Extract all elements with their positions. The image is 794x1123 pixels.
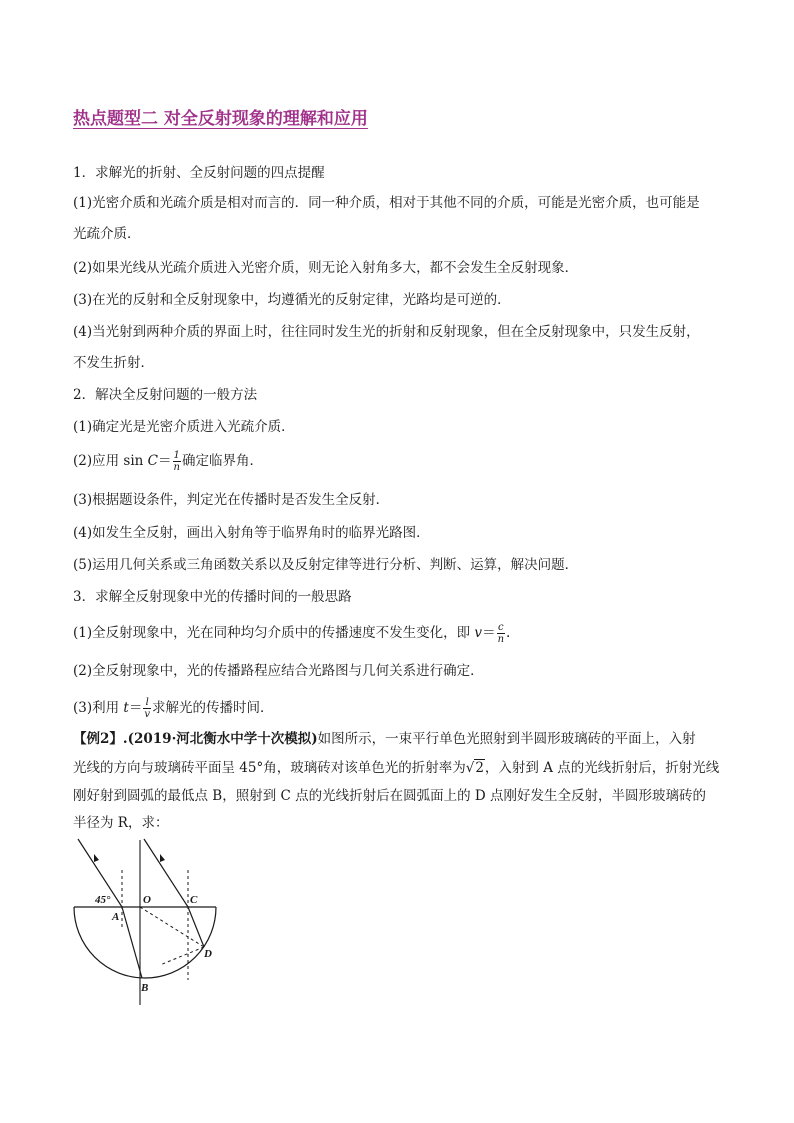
- section1-p4-line1: (4)当光射到两种介质的界面上时，往往同时发生光的折射和反射现象，但在全反射现象中，只发生反射，: [73, 324, 700, 340]
- section1-p1-line2: 光疏介质．: [73, 226, 141, 242]
- fraction-numerator: c: [497, 622, 504, 633]
- sqrt-radicand: 2: [475, 760, 484, 776]
- optics-figure: [70, 835, 230, 1015]
- equals-sign: ＝: [158, 453, 172, 469]
- equals-sign: ＝: [128, 700, 143, 716]
- fraction-denominator: n: [497, 634, 505, 645]
- section3-p1-post: .: [506, 625, 511, 641]
- fraction-l-over-v: [143, 697, 151, 720]
- section2-p2: [73, 450, 263, 473]
- label-point-B: B: [141, 982, 149, 994]
- label-angle-45: 45°: [95, 894, 111, 906]
- semicircle-arc: [74, 907, 216, 978]
- section3-p3-post: 求解光的传播时间．: [152, 700, 274, 716]
- fraction-denominator: n: [173, 462, 180, 473]
- equals-sign: ＝: [482, 625, 496, 641]
- section1-heading: 1．求解光的折射、全反射问题的四点提醒: [73, 165, 325, 181]
- label-point-A: A: [112, 911, 120, 923]
- example-source: .(2019·河北衡水中学十次模拟): [122, 731, 318, 747]
- speed-var: v: [474, 625, 483, 641]
- section2-p3: (3)根据题设条件，判定光在传播时是否发生全反射．: [73, 492, 390, 508]
- arrow-icon: [160, 854, 165, 862]
- radius-O-D: [140, 907, 204, 947]
- example-line2-post: ，入射到 A 点的光线折射后，折射光线: [484, 760, 720, 776]
- label-point-O: O: [143, 894, 151, 906]
- example-text-line1: 如图所示，一束平行单色光照射到半圆形玻璃砖的平面上，入射: [317, 731, 696, 747]
- critical-angle-var: C: [147, 453, 158, 469]
- section1-p4-line2: 不发生折射．: [73, 355, 154, 371]
- example-line4: 半径为 R，求：: [73, 815, 169, 831]
- refracted-ray-C-D: [188, 907, 204, 947]
- label-point-C: C: [190, 894, 198, 906]
- fraction-numerator: 1: [173, 450, 180, 461]
- section2-heading: 2．解决全反射问题的一般方法: [73, 387, 258, 403]
- section-title: 热点题型二 对全反射现象的理解和应用: [73, 109, 368, 129]
- example-line2: [73, 758, 719, 778]
- refracted-ray-A-B: [122, 907, 142, 978]
- section1-p3: (3)在光的反射和全反射现象中，均遵循光的反射定律，光路均是可逆的．: [73, 292, 511, 308]
- fraction-numerator: l: [143, 697, 151, 709]
- section2-p2-pre: (2)应用 sin: [73, 453, 148, 469]
- section1-p1-line1: (1)光密介质和光疏介质是相对而言的．同一种介质，相对于其他不同的介质，可能是光密介质，也可能是: [73, 195, 700, 211]
- fraction-1-over-n: [173, 450, 181, 473]
- arrow-icon: [94, 854, 99, 862]
- label-point-D: D: [204, 948, 212, 960]
- sqrt-2: √2: [465, 760, 484, 776]
- example-label: 【例2】: [73, 731, 123, 747]
- section1-p2: (2)如果光线从光疏介质进入光密介质，则无论入射角多大，都不会发生全反射现象．: [73, 260, 579, 276]
- reflected-ray-D: [160, 947, 204, 965]
- section3-heading: 3．求解全反射现象中光的传播时间的一般思路: [73, 589, 352, 605]
- example-line3: 刚好射到圆弧的最低点 B，照射到 C 点的光线折射后在圆弧面上的 D 点刚好发生全反射，半圆形玻璃砖的: [73, 788, 707, 804]
- section2-p5: (5)运用几何关系或三角函数关系以及反射定律等进行分析、判断、运算，解决问题．: [73, 557, 579, 573]
- example-line2-pre: 光线的方向与玻璃砖平面呈 45°角，玻璃砖对该单色光的折射率为: [73, 760, 466, 776]
- section3-p1: [73, 622, 510, 645]
- fraction-c-over-n: [497, 622, 505, 645]
- section3-p1-pre: (1)全反射现象中，光在同种均匀介质中的传播速度不发生变化，即: [73, 625, 475, 641]
- section2-p2-post: 确定临界角．: [181, 453, 263, 469]
- section3-p3: [73, 697, 274, 720]
- example-line1: [73, 729, 696, 749]
- section2-p1: (1)确定光是光密介质进入光疏介质．: [73, 419, 295, 435]
- time-var: t: [123, 700, 129, 716]
- fraction-denominator: v: [144, 709, 151, 720]
- section3-p3-pre: (3)利用: [73, 700, 124, 716]
- section2-p4: (4)如发生全反射，画出入射角等于临界角时的临界光路图．: [73, 525, 430, 541]
- section3-p2: (2)全反射现象中，光的传播路程应结合光路图与几何关系进行确定．: [73, 663, 484, 679]
